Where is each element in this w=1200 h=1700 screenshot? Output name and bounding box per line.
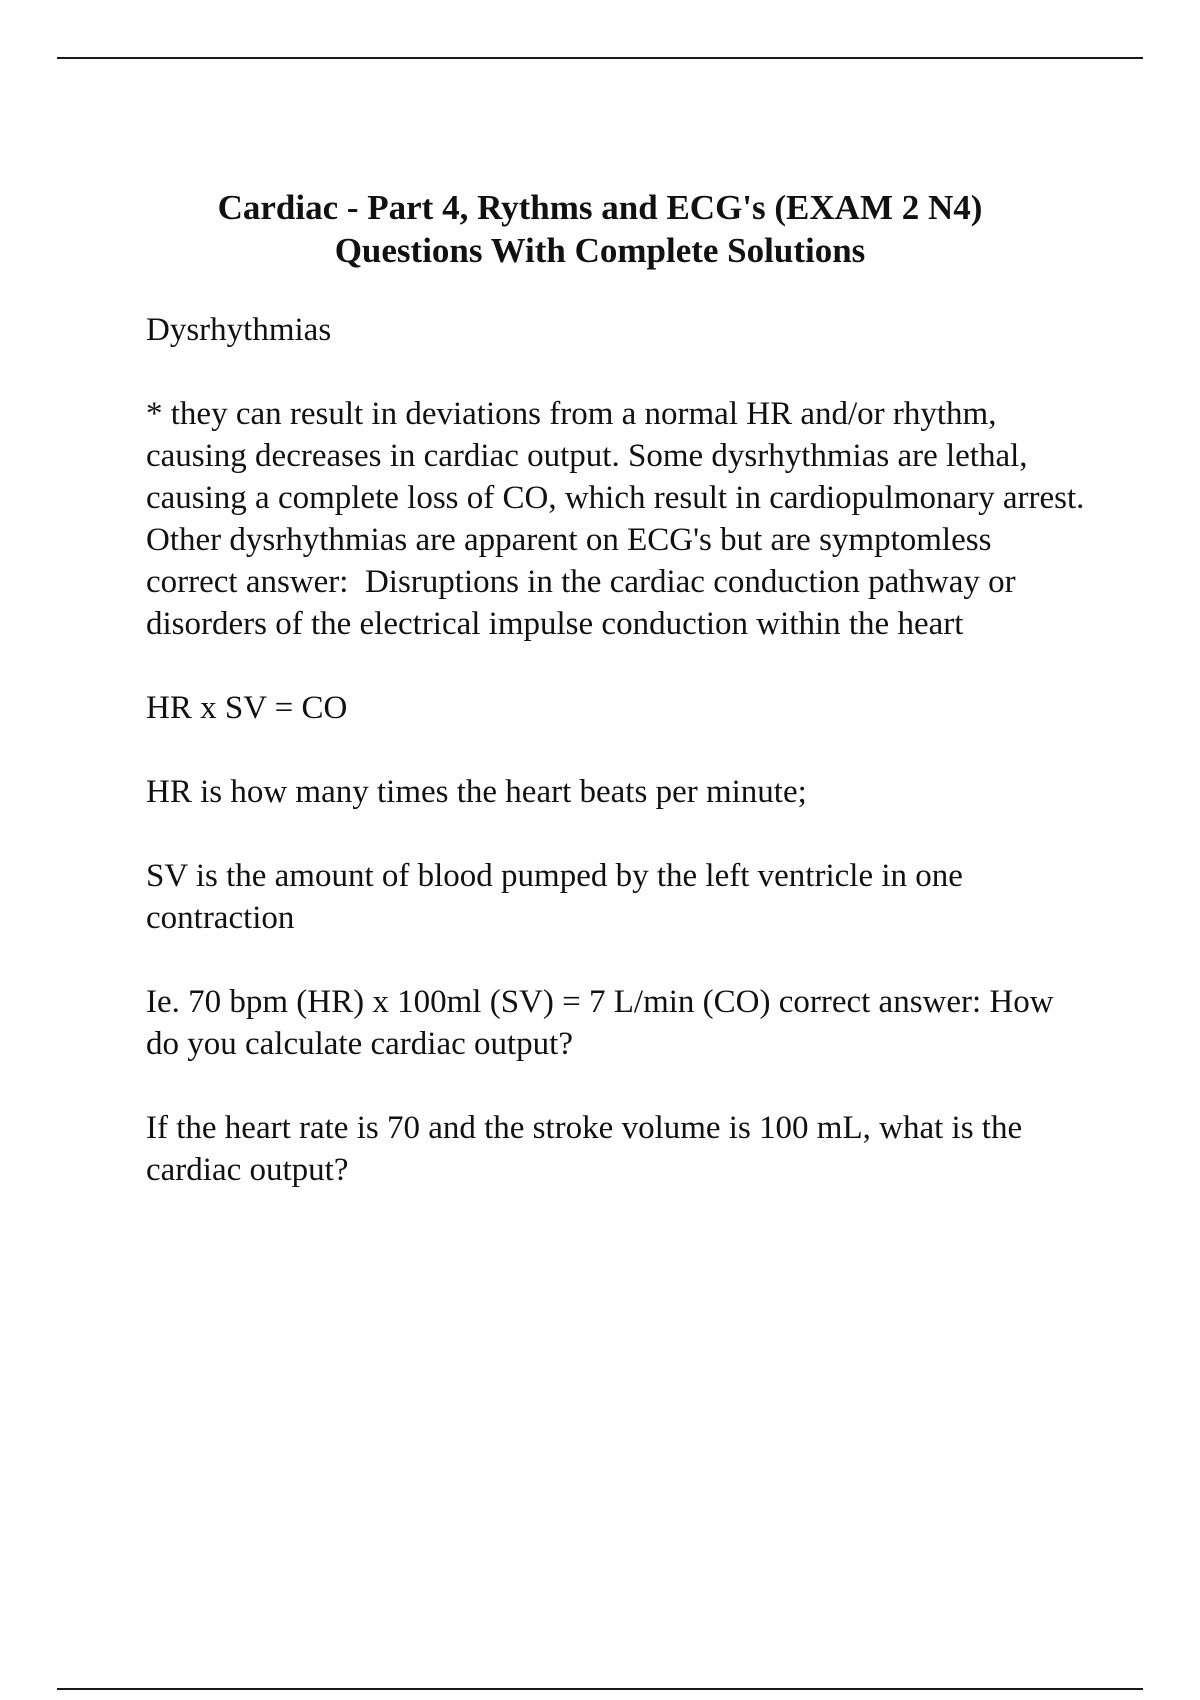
paragraph-formula: HR x SV = CO [146, 690, 348, 726]
title-line-1: Cardiac - Part 4, Rythms and ECG's (EXAM 2 N4) [217, 188, 983, 227]
paragraph-dysrhythmias-answer: * they can result in deviations from a normal HR and/or rhythm, causing decreases in cardiac output. Some dysrhythmias are lethal, causing a complete loss of CO, which result in cardiopulmonary arrest. Other dysrhythmias are apparent on ECG's but are symptomless correct answer: Disruptions in the cardiac conduction pathway or disorders of the electrical impulse conduction within the heart [146, 396, 1093, 642]
document-title [120, 186, 1080, 272]
document-body [146, 309, 1091, 1233]
paragraph-co-example: Ie. 70 bpm (HR) x 100ml (SV) = 7 L/min (CO) correct answer: How do you calculate cardiac output? [146, 984, 1062, 1062]
paragraph-heading-dysrhythmias: Dysrhythmias [146, 312, 332, 348]
title-line-2: Questions With Complete Solutions [334, 231, 866, 270]
top-rule [57, 57, 1143, 59]
paragraph-hr-definition: HR is how many times the heart beats per minute; [146, 774, 807, 810]
bottom-rule [57, 1688, 1143, 1690]
paragraph-sv-definition: SV is the amount of blood pumped by the left ventricle in one contraction [146, 858, 972, 936]
paragraph-co-question: If the heart rate is 70 and the stroke volume is 100 mL, what is the cardiac output? [146, 1110, 1031, 1188]
